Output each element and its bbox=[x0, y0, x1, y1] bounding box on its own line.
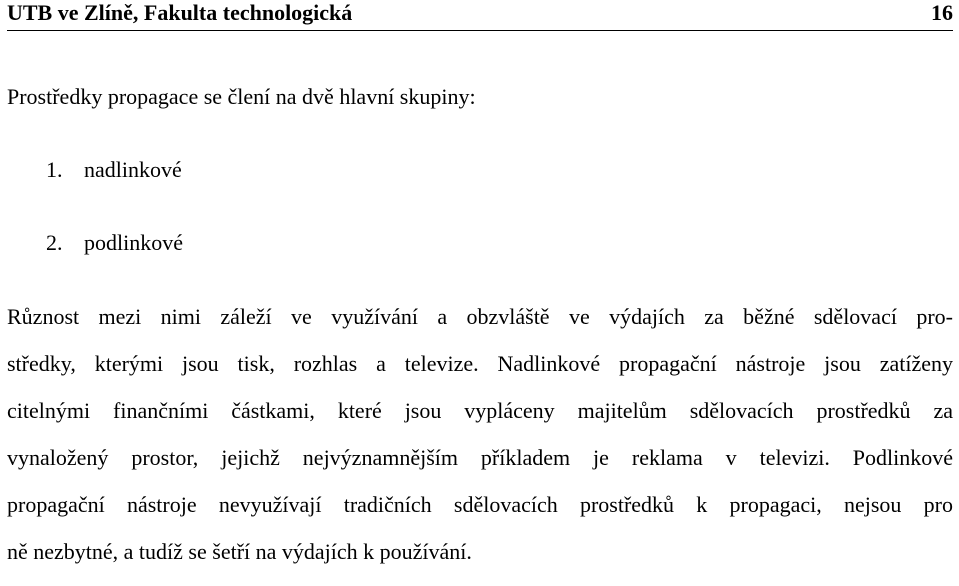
list-item bbox=[46, 157, 182, 183]
page-header bbox=[7, 0, 953, 31]
list-item bbox=[46, 230, 183, 256]
list-item-number: 1. bbox=[46, 157, 63, 182]
paragraph-line: vynaložený prostor, jejichž nejvýznamnějším příkladem je reklama v televizi. Podlinkové bbox=[7, 445, 953, 470]
page-number: 16 bbox=[931, 0, 953, 25]
paragraph-line: citelnými finančními částkami, které jsou vypláceny majitelům sdělovacích prostředků za bbox=[7, 398, 953, 423]
paragraph-line: středky, kterými jsou tisk, rozhlas a televize. Nadlinkové propagační nástroje jsou zatíženy bbox=[7, 351, 953, 376]
paragraph-line: propagační nástroje nevyužívají tradičních sdělovacích prostředků k propagaci, nejsou pro bbox=[7, 492, 953, 517]
paragraph-line: ně nezbytné, a tudíž se šetří na výdajích k používání. bbox=[7, 539, 472, 564]
list-item-text: nadlinkové bbox=[84, 157, 182, 182]
body-paragraph bbox=[7, 304, 953, 586]
paragraph-line: Různost mezi nimi záleží ve využívání a obzvláště ve výdajích za běžné sdělovací pro- bbox=[7, 304, 953, 329]
intro-sentence: Prostředky propagace se člení na dvě hlavní skupiny: bbox=[7, 84, 476, 109]
list-item-text: podlinkové bbox=[84, 230, 183, 255]
header-title: UTB ve Zlíně, Fakulta technologická bbox=[7, 0, 353, 25]
list-item-number: 2. bbox=[46, 230, 63, 255]
